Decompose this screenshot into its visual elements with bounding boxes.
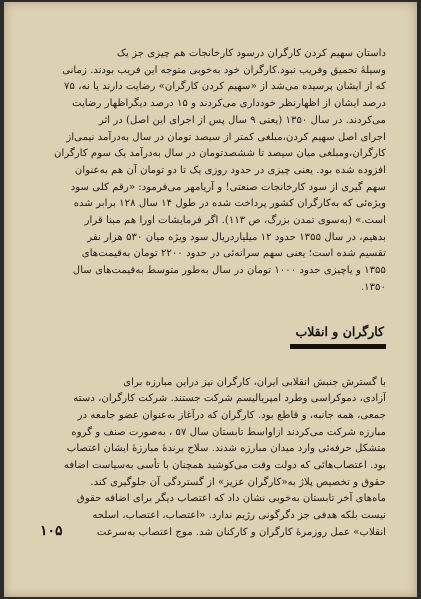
text-line: حقوق و تخصیص پلاژ به‌«کارگران عزیز» از گستردگی آن جلوگیری کند. <box>90 476 386 488</box>
text-line: است.» (به‌سوی تمدن بزرگ، ص ۱۱۳). اگر فرمایشات اورا هم مبنا قرار <box>84 215 386 227</box>
text-line: درصد ایشان از اظهارنظر خودداری می‌کردند و ۱۵ درصد دیگراظهار رضایت <box>71 98 386 110</box>
paragraph-workers-revolution <box>38 375 386 542</box>
text-line: افزوده شده بود. یعنی چیزی در حدود روزی یک تا دو تومان آن هم به‌عنوان <box>74 164 386 176</box>
text-line: ویژه‌ئی که به‌کارگران کشور پرداخت شده در طول ۱۴ سال ۱۲۸ برابر شده <box>73 198 386 210</box>
text-line: بود. اعتصاب‌هائی که دولت وقت می‌کوشید همچنان با تأسی به‌سیاست اضافه <box>63 460 386 472</box>
page-number: ۱۰۵ <box>40 523 63 539</box>
text-line: نیست بلکه هدفی جز دگرگونی رژیم ندارد. «اعتصاب، اعتصاب، اسلحه <box>92 510 386 522</box>
text-line: ماه‌های آخر تابستان به‌خوبی نشان داد که اعتصاب دیگر برای اضافه حقوق <box>76 493 386 505</box>
text-line: می‌کردند. در سال ۱۳۵۰ (یعنی ۹ سال پس از اجرای این اصل) در اثر <box>98 114 386 126</box>
section-title: کارگران و انقلاب <box>295 323 384 339</box>
text-line: که از ایشان پرسیده می‌شد از «سهیم کردن کارگران» رضایت دارند یا نه، ۷۵ <box>64 81 386 93</box>
text-line: ۱۳۵۰. <box>360 281 386 293</box>
text-line: متشکل حرفه‌ئی وارد میدان مبارزه شدند. سلاح برندهٔ مبارزهٔ ایشان اعتصاب <box>66 443 386 455</box>
text-line: انقلاب» عمل روزمرهٔ کارگران و کارکنان شد. موج اعتصاب به‌سرعت <box>96 526 386 538</box>
text-line: ۱۳۵۵ و یاچیزی حدود ۱۰۰۰ تومان در سال به‌طور متوسط به‌قیمت‌های سال <box>72 265 386 277</box>
text-line: اجرای اصل سهیم کردن،مبلغی کمتر از سیصد تومان در سال به‌درآمد نیمی‌از <box>66 131 386 143</box>
text-line: با گسترش جنبش انقلابی ایران، کارگران نیز دراین مبارزه برای <box>123 376 386 388</box>
heading-underline <box>290 344 386 349</box>
text-line: سهم گیری از سود کارخانجات صنعتی! و آریامهر می‌فرمود: «رقم کلی سود <box>70 181 386 193</box>
text-line: تقسیم شده است؛ یعنی سهم سرانه‌ئی در حدود ۲۲۰۰ تومان به‌قیمت‌های <box>81 248 386 260</box>
text-line: مبارزه شرکت می‌کردند ازاواسط تابستان سال ۵۷ ، به‌صورت صنف و گروه <box>71 426 386 438</box>
text-line: جمعی، همه جانبه، و قاطع بود. کارگران که درآغاز به‌عنوان عضو جامعه در <box>77 409 386 421</box>
text-line: بدهیم، در سال ۱۳۵۵ حدود ۱۲ میلیاردریال سود ویژه میان ۵۳۰ هزار نفر <box>87 231 386 243</box>
paragraph-profit-sharing <box>38 46 386 297</box>
text-line: کارگران،ومبلغی میان سیصد تا ششصدتومان در سال به‌درآمد یک سوم کارگران <box>54 148 386 160</box>
text-line: داستان سهیم کردن کارگران درسود کارخانجات هم چیزی جز یک <box>116 48 386 59</box>
book-page <box>4 2 417 597</box>
text-line: وسیلهٔ تحمیق وفریب نبود.کارگران خود به‌خوبی متوجه این فریب بودند. زمانی <box>62 64 386 76</box>
text-line: آزادی، دموکراسی وطرد امپریالیسم شرکت جستند. شرکت کارگران، دسته <box>73 393 386 405</box>
page-body <box>38 46 386 542</box>
section-heading <box>38 323 386 353</box>
